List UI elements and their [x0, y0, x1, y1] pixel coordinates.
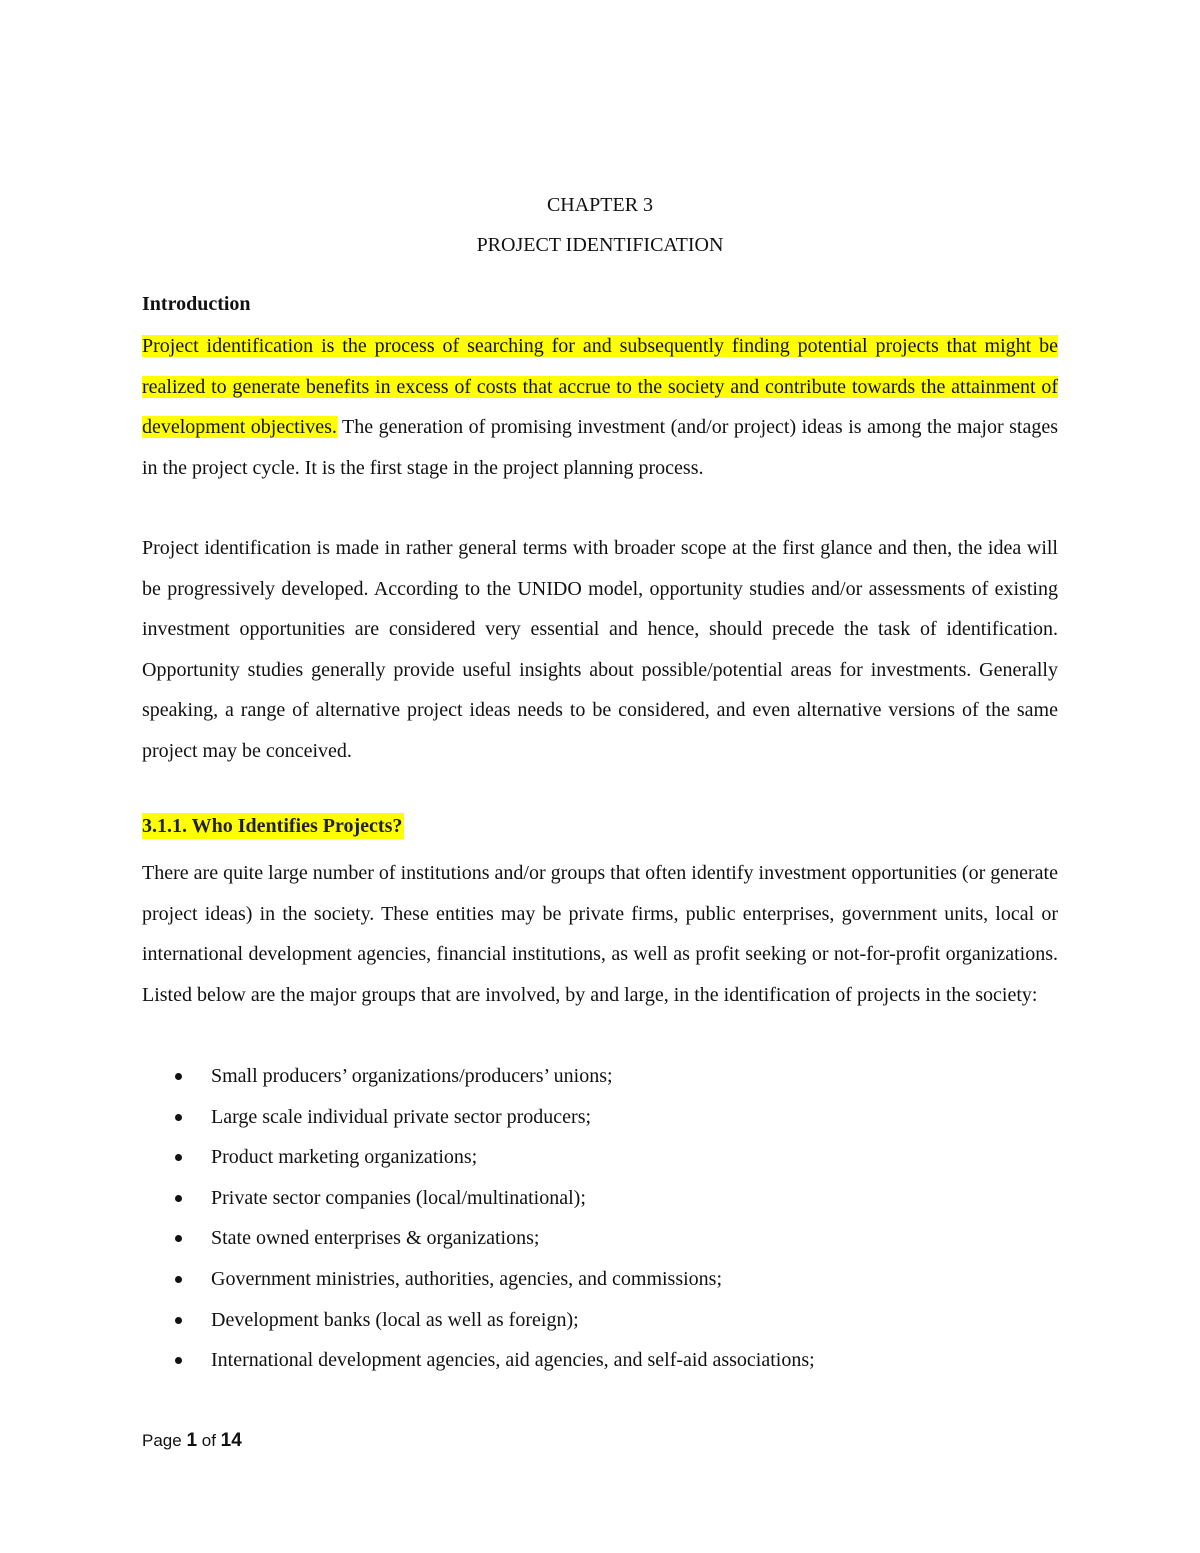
- page-number: 1: [186, 1430, 198, 1451]
- list-item-text: International development agencies, aid agencies, and self-aid associations;: [211, 1349, 815, 1372]
- list-item-text: Private sector companies (local/multinational);: [211, 1186, 586, 1209]
- list-item: [160, 1097, 1060, 1138]
- section-heading-who-identifies: 3.1.1. Who Identifies Projects?: [142, 815, 403, 837]
- list-item-text: Small producers’ organizations/producers’ unions;: [211, 1065, 613, 1087]
- paragraph-1-continuation: The generation of promising investment (and/or project) ideas is among the major stages in the project cycle. It is the first stage in the project planning process.: [142, 416, 1058, 479]
- list-item-text: Development banks (local as well as foreign);: [211, 1308, 579, 1331]
- list-item: [160, 1340, 1060, 1381]
- list-item-text: State owned enterprises & organizations;: [211, 1227, 540, 1250]
- list-item: [160, 1056, 1060, 1097]
- introduction-heading: Introduction: [142, 293, 251, 315]
- bullet-icon: [175, 1357, 182, 1364]
- bullet-icon: [175, 1114, 182, 1121]
- chapter-number: CHAPTER 3: [546, 194, 654, 216]
- chapter-title: PROJECT IDENTIFICATION: [476, 234, 724, 256]
- identifiers-bullet-list: [160, 1056, 1060, 1381]
- bullet-icon: [175, 1195, 182, 1202]
- list-item: [160, 1300, 1060, 1341]
- page-footer: [142, 1430, 242, 1452]
- page-total: 14: [220, 1430, 242, 1451]
- list-item-text: Product marketing organizations;: [211, 1146, 478, 1169]
- bullet-icon: [175, 1154, 182, 1161]
- highlighted-definition: Project identification is the process of searching for and subsequently finding potential projects that might be realized to generate benefits in excess of costs that accrue to the society and contribute towards the attainment of development objectives.: [142, 335, 1058, 439]
- list-item: [160, 1259, 1060, 1300]
- introduction-paragraph-1: [142, 326, 1058, 488]
- bullet-icon: [175, 1235, 182, 1242]
- bullet-icon: [175, 1073, 182, 1080]
- list-item: [160, 1218, 1060, 1259]
- list-item-text: Large scale individual private sector producers;: [211, 1105, 592, 1128]
- of-word: of: [201, 1431, 216, 1450]
- list-item-text: Government ministries, authorities, agencies, and commissions;: [211, 1267, 723, 1290]
- bullet-icon: [175, 1276, 182, 1283]
- page-word: Page: [142, 1431, 182, 1450]
- bullet-icon: [175, 1317, 182, 1324]
- introduction-paragraph-2: Project identification is made in rather general terms with broader scope at the first glance and then, the idea will be progressively developed. According to the UNIDO model, opportunity studies and/or assessments of existing investment opportunities are considered very essential and hence, should precede the task of identification. Opportunity studies generally provide useful insights about possible/potential areas for investments. Generally speaking, a range of alternative project ideas needs to be considered, and even alternative versions of the same project may be conceived.: [142, 537, 1058, 762]
- section-paragraph: There are quite large number of institutions and/or groups that often identify investment opportunities (or generate project ideas) in the society. These entities may be private firms, public enterprises, government units, local or international development agencies, financial institutions, as well as profit seeking or not-for-profit organizations. Listed below are the major groups that are involved, by and large, in the identification of projects in the society:: [142, 862, 1058, 1006]
- list-item: [160, 1178, 1060, 1219]
- list-item: [160, 1137, 1060, 1178]
